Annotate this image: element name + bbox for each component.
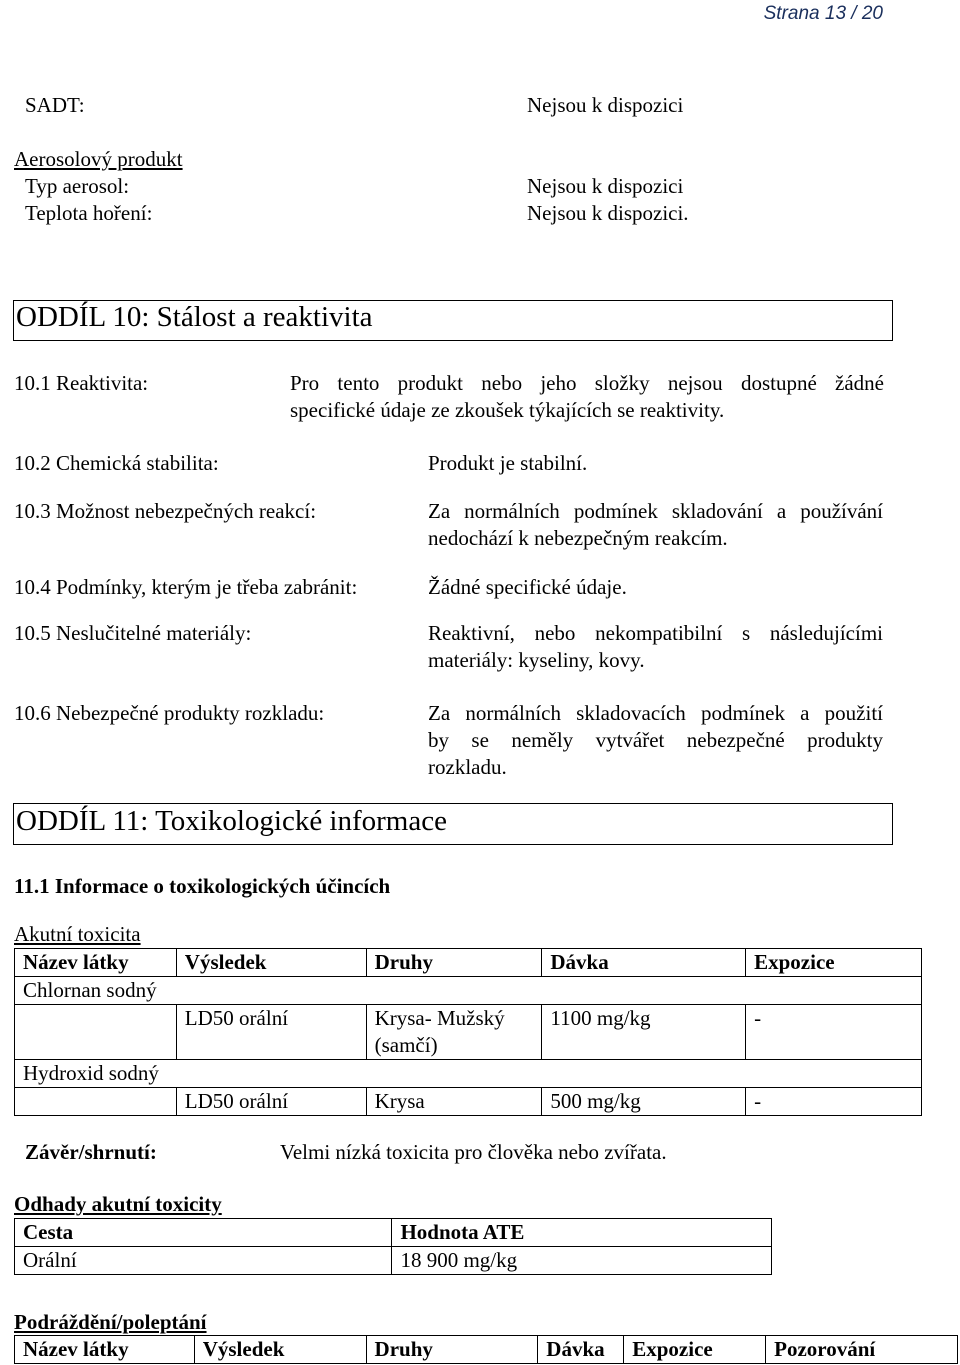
dose-cell: 1100 mg/kg: [542, 1005, 746, 1060]
conclusion-label: Závěr/shrnutí:: [25, 1140, 157, 1164]
col-header-route: Cesta: [15, 1219, 392, 1247]
item-10-3-text-line1: Za normálních podmínek skladování a používání: [428, 499, 883, 523]
table-header-row: [15, 1336, 958, 1364]
item-10-5-label: 10.5 Neslučitelné materiály:: [14, 621, 252, 645]
col-header-result: Výsledek: [194, 1336, 366, 1364]
flame-temp-label: Teplota hoření:: [25, 201, 153, 225]
sadt-label: SADT:: [25, 93, 85, 117]
col-header-substance: Název látky: [15, 1336, 195, 1364]
item-10-5-text-line1: Reaktivní, nebo nekompatibilní s následujícími: [428, 621, 883, 645]
item-10-3-text-line2: nedochází k nebezpečným reakcím.: [428, 526, 728, 550]
col-header-result: Výsledek: [176, 949, 366, 977]
conclusion-value: Velmi nízká toxicita pro člověka nebo zvířata.: [280, 1140, 667, 1164]
section-10-title: ODDÍL 10: Stálost a reaktivita: [16, 301, 373, 333]
result-cell: LD50 orální: [176, 1088, 366, 1116]
col-header-species: Druhy: [366, 949, 542, 977]
table-row: [15, 1088, 922, 1116]
section-11-title: ODDÍL 11: Toxikologické informace: [16, 805, 447, 837]
route-cell: Orální: [15, 1247, 392, 1275]
item-10-6-text-line3: rozkladu.: [428, 755, 507, 779]
col-header-exposure: Expozice: [624, 1336, 766, 1364]
ate-table: [14, 1218, 772, 1275]
item-10-6-text-line2: by se neměly vytvářet nebezpečné produkty: [428, 728, 883, 752]
col-header-ate-value: Hodnota ATE: [392, 1219, 772, 1247]
exposure-cell: -: [746, 1088, 922, 1116]
acute-toxicity-title: Akutní toxicita: [14, 922, 141, 946]
item-10-2-text: Produkt je stabilní.: [428, 451, 588, 475]
col-header-dose: Dávka: [538, 1336, 624, 1364]
aerosol-type-value: Nejsou k dispozici: [527, 174, 684, 198]
aerosol-type-label: Typ aerosol:: [25, 174, 130, 198]
col-header-observation: Pozorování: [766, 1336, 958, 1364]
table-row: [15, 1060, 922, 1088]
col-header-exposure: Expozice: [746, 949, 922, 977]
irritation-table: [14, 1335, 958, 1364]
table-row: [15, 977, 922, 1005]
aerosol-title: Aerosolový produkt: [14, 147, 183, 171]
sadt-value: Nejsou k dispozici: [527, 93, 684, 117]
irritation-title: Podráždění/poleptání: [14, 1310, 207, 1334]
substance-name: Chlornan sodný: [15, 977, 922, 1005]
item-10-1-text-line2: specifické údaje ze zkoušek týkajících se reaktivity.: [290, 398, 725, 422]
table-row: [15, 1005, 922, 1060]
table-header-row: [15, 1219, 772, 1247]
item-10-6-text-line1: Za normálních skladovacích podmínek a použití: [428, 701, 883, 725]
item-10-1-text-line1: Pro tento produkt nebo jeho složky nejsou dostupné žádné: [290, 371, 884, 395]
empty-cell: [15, 1088, 177, 1116]
col-header-dose: Dávka: [542, 949, 746, 977]
item-10-5-text-line2: materiály: kyseliny, kovy.: [428, 648, 645, 672]
section-10-header: [13, 300, 893, 341]
ate-value-cell: 18 900 mg/kg: [392, 1247, 772, 1275]
flame-temp-value: Nejsou k dispozici.: [527, 201, 689, 225]
item-10-1-label: 10.1 Reaktivita:: [14, 371, 149, 395]
dose-cell: 500 mg/kg: [542, 1088, 746, 1116]
substance-name: Hydroxid sodný: [15, 1060, 922, 1088]
item-10-2-label: 10.2 Chemická stabilita:: [14, 451, 219, 475]
col-header-species: Druhy: [366, 1336, 538, 1364]
exposure-cell: -: [746, 1005, 922, 1060]
item-10-4-text: Žádné specifické údaje.: [428, 575, 627, 599]
item-10-4-label: 10.4 Podmínky, kterým je třeba zabránit:: [14, 575, 358, 599]
col-header-substance: Název látky: [15, 949, 177, 977]
table-row: [15, 1247, 772, 1275]
section-11-1-subtitle: 11.1 Informace o toxikologických účincích: [14, 874, 391, 898]
result-cell: LD50 orální: [176, 1005, 366, 1060]
ate-title: Odhady akutní toxicity: [14, 1192, 222, 1216]
page-number: Strana 13 / 20: [763, 3, 883, 24]
section-11-header: [13, 803, 893, 845]
table-header-row: [15, 949, 922, 977]
acute-toxicity-table: [14, 948, 922, 1116]
species-cell: Krysa- Mužský (samčí): [366, 1005, 542, 1060]
item-10-6-label: 10.6 Nebezpečné produkty rozkladu:: [14, 701, 325, 725]
empty-cell: [15, 1005, 177, 1060]
item-10-3-label: 10.3 Možnost nebezpečných reakcí:: [14, 499, 317, 523]
species-cell: Krysa: [366, 1088, 542, 1116]
